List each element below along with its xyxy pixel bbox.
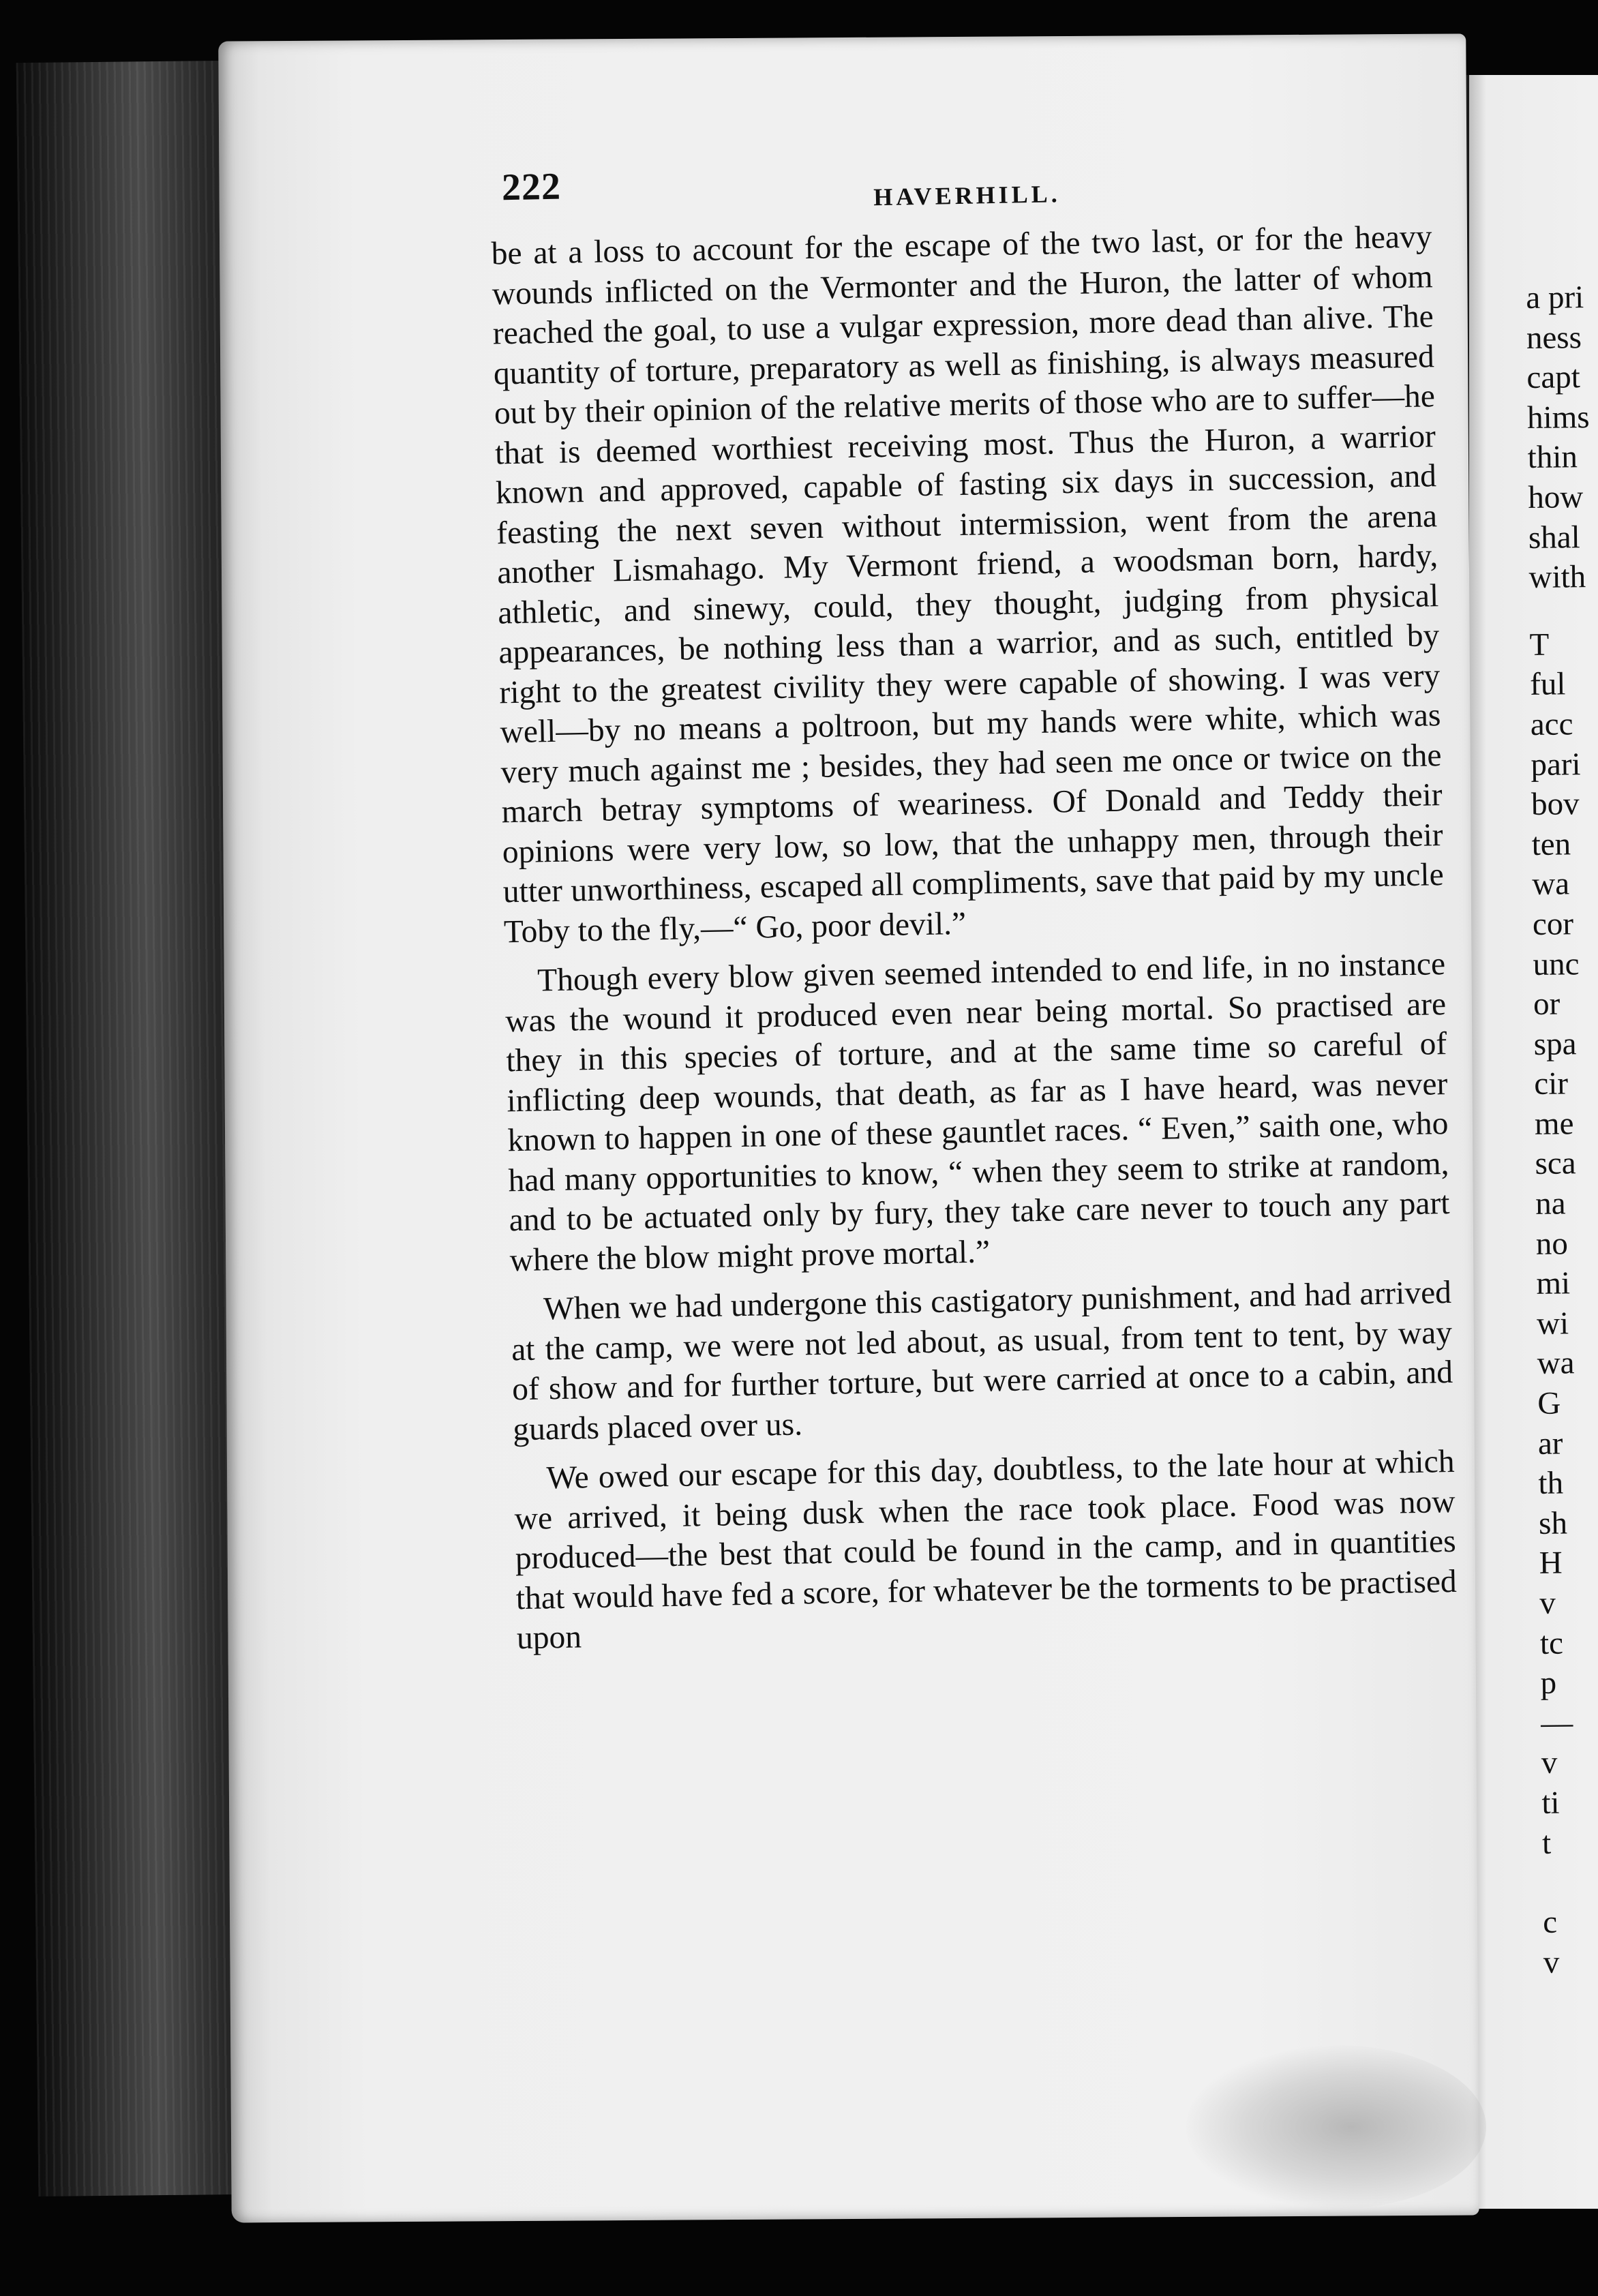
- page-number: 222: [501, 165, 562, 209]
- paragraph: Though every blow given seemed intended to end life, in no instance was the wound it produced even near being mortal. So practised are they in this species of torture, and at the same time so careful of inflicting deep wounds, that death, as far as I have heard, was never known to happen in one of these gauntlet races. “ Even,” saith one, who had many opportunities to know, “ when they seem to strike at random, and to be actuated only by fury, they take care never to touch any part where the blow might prove mortal.”: [504, 946, 1450, 1278]
- adjacent-line: ar: [1537, 1425, 1563, 1462]
- adjacent-line: wa: [1537, 1345, 1575, 1382]
- adjacent-line: cir: [1534, 1066, 1569, 1102]
- adjacent-line: v: [1539, 1585, 1556, 1621]
- adjacent-line: th: [1538, 1465, 1564, 1502]
- page-content: [436, 135, 1459, 1659]
- adjacent-line: G: [1537, 1385, 1561, 1421]
- adjacent-line: sh: [1538, 1505, 1568, 1541]
- adjacent-gap: [1529, 596, 1598, 624]
- adjacent-line: ful: [1529, 666, 1566, 703]
- adjacent-line: no: [1535, 1226, 1569, 1262]
- adjacent-line: me: [1534, 1106, 1574, 1142]
- paper-stain: [1186, 2045, 1486, 2209]
- adjacent-line: cor: [1532, 906, 1574, 942]
- adjacent-gap: [1542, 1862, 1598, 1903]
- adjacent-line: t: [1541, 1825, 1552, 1861]
- adjacent-line: c: [1542, 1904, 1558, 1941]
- running-head: HAVERHILL.: [873, 180, 1061, 211]
- adjacent-line: ti: [1541, 1785, 1560, 1821]
- adjacent-line: tc: [1539, 1625, 1564, 1661]
- paragraph: When we had undergone this castigatory punishment, and had arrived at the camp, we were not led about, as usual, from tent to tent, by way of show and for further torture, but were carried at once to a cabin, and guards placed over us.: [511, 1275, 1453, 1447]
- paragraph-continued: be at a loss to account for the escape of the two last, or for the heavy wounds inflicted on the Vermonter and the Huron, the latter of whom reached the goal, to use a vulgar expression, more dead than alive. The quantity of torture, preparatory as well as finishing, is always measured out by their opinion of the relative merits of those who are to suffer—he that is deemed worthiest receiving most. Thus the Huron, a warrior known and approved, capable of fasting six days in succession, and feasting the next seven without intermission, went from the arena another Lismahago. My Vermont friend, a woodsman born, hardy, athletic, and sinewy, could, they thought, judging from physical appearances, be nothing less than a warrior, and as such, entitled by right to the greatest civility they were capable of showing. I was very well—by no means a poltroon, but my hands were white, which was very much against me ; besides, they had seen me once or twice on the march betray symptoms of weariness. Of Donald and Teddy their opinions were very low, so low, that the unhappy men, through their utter unworthiness, escaped all compliments, save that paid by my uncle Toby to the fly,—“ Go, poor devil.”: [491, 219, 1445, 950]
- adjacent-line: capt: [1526, 359, 1581, 396]
- adjacent-line: or: [1533, 986, 1561, 1023]
- adjacent-line: mi: [1536, 1265, 1571, 1302]
- adjacent-line: thin: [1527, 439, 1578, 476]
- adjacent-line: —: [1540, 1705, 1573, 1741]
- adjacent-line: wi: [1536, 1305, 1569, 1342]
- body-text: [491, 217, 1458, 1658]
- adjacent-line: spa: [1533, 1025, 1577, 1062]
- adjacent-line: unc: [1533, 946, 1580, 982]
- adjacent-line: how: [1528, 479, 1584, 515]
- paragraph: We owed our escape for this day, doubtless, to the late hour at which we arrived, it being dusk when the race took place. Food was now produced—the best that could be found in the camp, and in quantities that would have fed a score, for whatever be the torments to be practised upon: [514, 1443, 1458, 1657]
- adjacent-line: hims: [1526, 399, 1590, 436]
- adjacent-line: shal: [1528, 519, 1580, 556]
- adjacent-line: wa: [1532, 866, 1570, 903]
- adjacent-line: a pri: [1526, 280, 1584, 316]
- adjacent-line: na: [1535, 1185, 1566, 1222]
- adjacent-line: v: [1543, 1944, 1560, 1980]
- adjacent-line: ten: [1531, 826, 1571, 862]
- adjacent-line: bov: [1531, 786, 1580, 823]
- adjacent-line: T: [1529, 626, 1550, 663]
- adjacent-line: pari: [1531, 746, 1581, 783]
- adjacent-line: ness: [1526, 319, 1582, 356]
- adjacent-line: acc: [1530, 706, 1573, 742]
- adjacent-line: with: [1528, 559, 1586, 596]
- adjacent-line: v: [1541, 1745, 1558, 1781]
- adjacent-line: sca: [1535, 1145, 1576, 1182]
- adjacent-line: H: [1539, 1545, 1563, 1582]
- adjacent-line: p: [1540, 1665, 1557, 1702]
